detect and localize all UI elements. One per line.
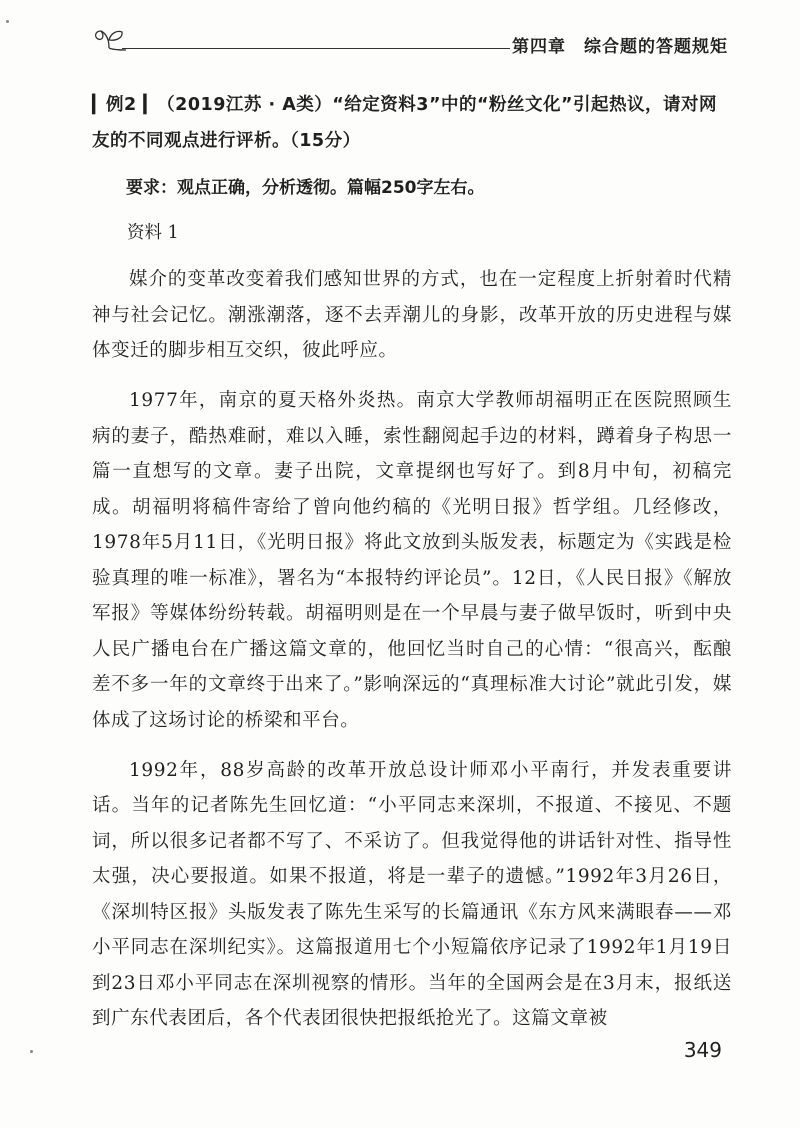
chapter-label: 第四章 xyxy=(512,37,566,57)
running-header xyxy=(92,20,728,60)
example-question: ▎例2 ▎（2019江苏 · A类）“给定资料3”中的“粉丝文化”引起热议，请对网友的不同观点进行评析。（15分） xyxy=(92,95,717,151)
material-label: 资料 1 xyxy=(127,223,179,243)
chapter-title: 综合题的答题规矩 xyxy=(584,37,728,57)
page-number: 349 xyxy=(683,1038,722,1062)
paragraph-3: 1992年，88岁高龄的改革开放总设计师邓小平南行，并发表重要讲话。当年的记者陈先生回忆道：“小平同志来深圳，不报道、不接见、不题词，所以很多记者都不写了、不采访了。但我觉得他的讲话针对性、指导性太强，决心要报道。如果不报道，将是一辈子的遗憾。”1992年3月26日，《深圳特区报》头版发表了陈先生采写的长篇通讯《东方风来满眼春——邓小平同志在深圳纪实》。这篇报道用七个小短篇依序记录了1992年1月19日到23日邓小平同志在深圳视察的情形。当年的全国两会是在3月末，报纸送到广东代表团后，各个代表团很快把报纸抢光了。这篇文章被 xyxy=(92,759,732,1029)
answer-requirement: 要求：观点正确，分析透彻。篇幅250字左右。 xyxy=(126,178,485,198)
sprout-leaf-icon xyxy=(92,22,126,52)
paragraph-1: 媒介的变革改变着我们感知世界的方式，也在一定程度上折射着时代精神与社会记忆。潮涨潮落，逐不去弄潮儿的身影，改革开放的历史进程与媒体变迁的脚步相互交织，彼此呼应。 xyxy=(92,269,732,361)
page-content xyxy=(92,88,732,1051)
header-title xyxy=(512,32,728,57)
scan-speck xyxy=(6,20,9,23)
paragraph-2: 1977年，南京的夏天格外炎热。南京大学教师胡福明正在医院照顾生病的妻子，酷热难耐，难以入睡，索性翻阅起手边的材料，蹲着身子构思一篇一直想写的文章。妻子出院，文章提纲也写好了。到8月中旬，初稿完成。胡福明将稿件寄给了曾向他约稿的《光明日报》哲学组。几经修改，1978年5月11日，《光明日报》将此文放到头版发表，标题定为《实践是检验真理的唯一标准》，署名为“本报特约评论员”。12日，《人民日报》《解放军报》等媒体纷纷转载。胡福明则是在一个早晨与妻子做早饭时，听到中央人民广播电台在广播这篇文章的，他回忆当时自己的心情：“很高兴，酝酿差不多一年的文章终于出来了。”影响深远的“真理标准大讨论”就此引发，媒体成了这场讨论的桥梁和平台。 xyxy=(92,390,732,731)
scan-speck xyxy=(30,1050,33,1053)
header-rule xyxy=(122,48,510,49)
